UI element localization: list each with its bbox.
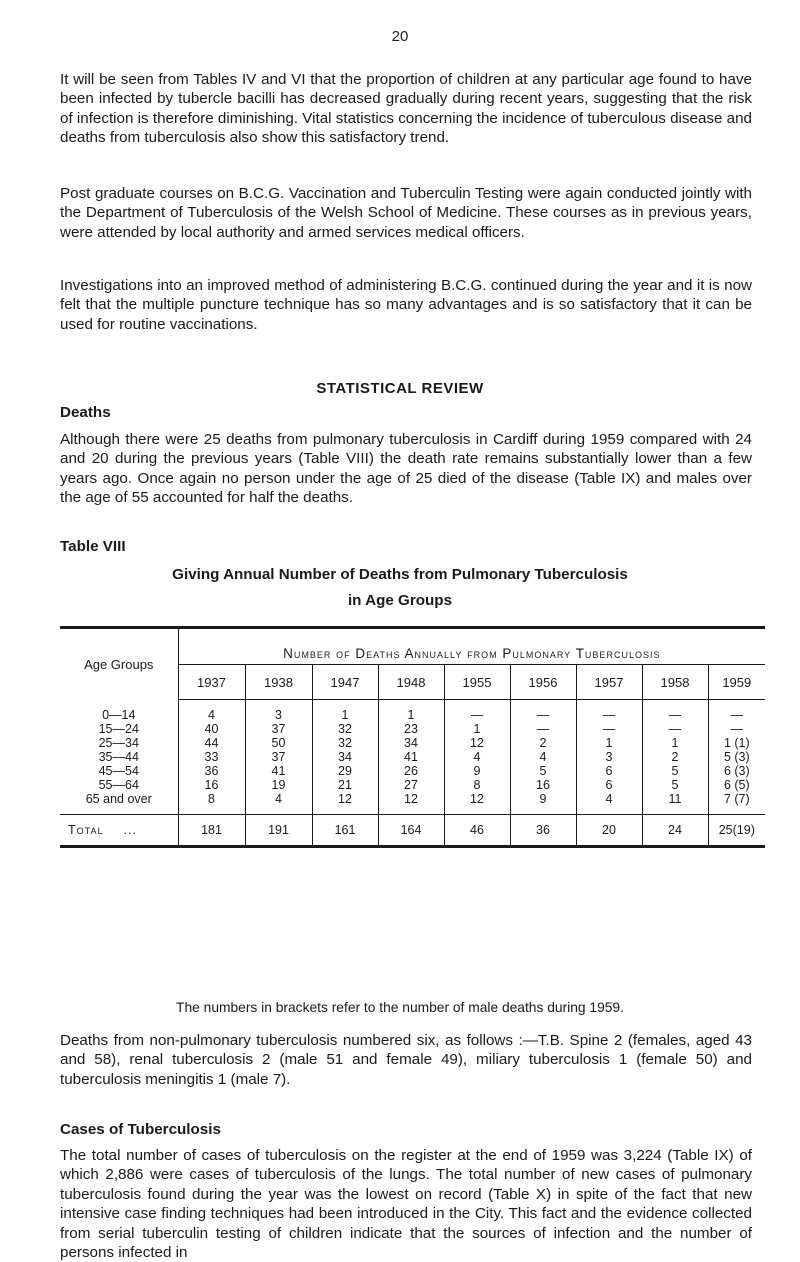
table-cell: 26 — [378, 764, 444, 778]
year-header: 1938 — [245, 665, 312, 700]
age-group-cell: 65 and over — [60, 792, 178, 815]
table-cell: 34 — [312, 750, 378, 764]
table-cell: 1 — [378, 700, 444, 723]
table-cell: 41 — [245, 764, 312, 778]
table-row — [60, 722, 765, 736]
table-cell: — — [730, 722, 744, 736]
table-cell: 11 — [642, 792, 708, 815]
table-cell: — — [576, 722, 642, 736]
table-cell: 6 — [576, 778, 642, 792]
table-cell: 40 — [178, 722, 245, 736]
statistical-review-heading: STATISTICAL REVIEW — [316, 380, 484, 397]
table-cell: 6 (3) — [723, 764, 750, 778]
age-group-cell: 15—24 — [60, 722, 178, 736]
age-group-cell: 35—44 — [60, 750, 178, 764]
table-cell: 50 — [245, 736, 312, 750]
year-header: 1956 — [510, 665, 576, 700]
table-cell: 12 — [444, 792, 510, 815]
table-cell: — — [444, 700, 510, 723]
table-cell: 33 — [178, 750, 245, 764]
table-cell: 6 (5) — [723, 778, 750, 792]
table-cell: 4 — [178, 700, 245, 723]
table-cell: 12 — [312, 792, 378, 815]
paragraph-deaths: Although there were 25 deaths from pulmonary tuberculosis in Cardiff during 1959 compared with 24 and 20 during the previous years (Table VIII) the death rate remains substantially lower than a few years ago. Once again no person under the age of 25 died of the disease (Table IX) and males over the age of 55 accounted for half the deaths. — [60, 431, 752, 507]
table-cell: 8 — [178, 792, 245, 815]
table-row — [60, 778, 765, 792]
table-cell: 1 — [312, 700, 378, 723]
total-dots: ... — [123, 823, 137, 837]
table-cell: 2 — [642, 750, 708, 764]
table-cell: 4 — [510, 750, 576, 764]
table-cell: 4 — [576, 792, 642, 815]
table-cell: — — [642, 722, 708, 736]
cases-heading: Cases of Tuberculosis — [60, 1121, 221, 1138]
year-header: 1959 — [708, 665, 765, 700]
page-number: 20 — [391, 28, 409, 45]
total-label: Total — [68, 823, 104, 837]
age-groups-header: Age Groups — [60, 629, 178, 700]
table-cell: — — [576, 700, 642, 723]
table-cell: — — [510, 700, 576, 723]
total-cell: 164 — [378, 815, 444, 846]
table-cell: 12 — [378, 792, 444, 815]
table-cell: 3 — [576, 750, 642, 764]
year-header: 1947 — [312, 665, 378, 700]
table-cell: 9 — [510, 792, 576, 815]
table-row — [60, 764, 765, 778]
table-cell: 9 — [444, 764, 510, 778]
table-row — [60, 736, 765, 750]
table-cell: 23 — [378, 722, 444, 736]
table-cell: — — [642, 700, 708, 723]
table-cell: 41 — [378, 750, 444, 764]
table-cell: 21 — [312, 778, 378, 792]
table-cell: — — [730, 708, 744, 722]
table-cell: 37 — [245, 722, 312, 736]
table-cell: 32 — [312, 736, 378, 750]
table-cell: 4 — [444, 750, 510, 764]
table-cell: 8 — [444, 778, 510, 792]
table-cell: 34 — [378, 736, 444, 750]
year-header: 1955 — [444, 665, 510, 700]
deaths-table — [60, 626, 765, 848]
deaths-heading: Deaths — [60, 404, 111, 421]
table-cell: 7 (7) — [723, 792, 750, 806]
table-row — [60, 700, 765, 723]
total-cell: 36 — [510, 815, 576, 846]
total-cell: 24 — [642, 815, 708, 846]
table-cell: 12 — [444, 736, 510, 750]
table-cell: 29 — [312, 764, 378, 778]
table-cell: 6 — [576, 764, 642, 778]
table-cell: 5 — [642, 778, 708, 792]
table-cell: 16 — [178, 778, 245, 792]
table-cell: 44 — [178, 736, 245, 750]
deaths-span-header: Number of Deaths Annually from Pulmonary Tuberculosis — [178, 629, 765, 665]
table-cell: 3 — [245, 700, 312, 723]
table-cell: 36 — [178, 764, 245, 778]
paragraph-bcg-infection: It will be seen from Tables IV and VI that the proportion of children at any particular age found to have been infected by tubercle bacilli has decreased gradually during recent years, suggesting that the risk of infection is therefore diminishing. Vital statistics concerning the incidence of tuberculous disease and deaths from tuberculosis also show this satisfactory trend. — [60, 71, 752, 147]
table-row — [60, 792, 765, 815]
year-header: 1958 — [642, 665, 708, 700]
total-cell: 46 — [444, 815, 510, 846]
table-cell: 2 — [510, 736, 576, 750]
table-row — [60, 750, 765, 764]
table-cell: — — [510, 722, 576, 736]
table-cell: 19 — [245, 778, 312, 792]
year-header: 1957 — [576, 665, 642, 700]
table-cell: 32 — [312, 722, 378, 736]
table-footnote: The numbers in brackets refer to the number of male deaths during 1959. — [176, 1000, 624, 1015]
table-cell: 5 — [510, 764, 576, 778]
total-cell: 25(19) — [708, 815, 765, 846]
table-cell: 1 — [576, 736, 642, 750]
total-label-cell — [60, 815, 178, 846]
paragraph-investigations: Investigations into an improved method of administering B.C.G. continued during the year and it is now felt that the multiple puncture technique has so many advantages and is so satisfactory that it can be used for routine vaccinations. — [60, 277, 752, 333]
deaths-table-grid — [60, 629, 765, 845]
table-cell: 5 — [642, 764, 708, 778]
total-cell: 181 — [178, 815, 245, 846]
table-cell: 1 — [642, 736, 708, 750]
age-group-cell: 25—34 — [60, 736, 178, 750]
total-cell: 161 — [312, 815, 378, 846]
table-cell: 27 — [378, 778, 444, 792]
paragraph-cases: The total number of cases of tuberculosis on the register at the end of 1959 was 3,224 (Table IX) of which 2,886 were cases of tuberculosis of the lungs. The total number of new cases of pulmonary tuberculosis found during the year was the lowest on record (Table X) in spite of the fact that new intensive case finding techniques had been introduced in the City. This fact and the evidence collected from serial tuberculin testing of children indicate that the sources of infection and the number of persons infected in — [60, 1147, 752, 1262]
table-cell: 1 — [444, 722, 510, 736]
paragraph-postgraduate-courses: Post graduate courses on B.C.G. Vaccination and Tuberculin Testing were again conducted jointly with the Department of Tuberculosis of the Welsh School of Medicine. These courses as in previous years, were attended by local authority and armed services medical officers. — [60, 185, 752, 241]
year-header: 1948 — [378, 665, 444, 700]
total-cell: 191 — [245, 815, 312, 846]
table-cell: 37 — [245, 750, 312, 764]
paragraph-non-pulmonary: Deaths from non-pulmonary tuberculosis numbered six, as follows :—T.B. Spine 2 (females, aged 43 and 58), renal tuberculosis 2 (male 51 and female 49), miliary tuberculosis 1 (female 50) and tuberculosis meningitis 1 (male 7). — [60, 1032, 752, 1088]
year-header: 1937 — [178, 665, 245, 700]
age-group-cell: 45—54 — [60, 764, 178, 778]
table-cell: 1 (1) — [723, 736, 750, 750]
table-cell: 5 (3) — [723, 750, 750, 764]
table-cell: 4 — [245, 792, 312, 815]
age-group-cell: 55—64 — [60, 778, 178, 792]
age-group-cell: 0—14 — [60, 700, 178, 723]
table-cell: 16 — [510, 778, 576, 792]
table-label: Table VIII — [60, 538, 126, 555]
table-caption-line2: in Age Groups — [347, 592, 453, 609]
total-row — [60, 815, 765, 846]
table-caption-line1: Giving Annual Number of Deaths from Pulmonary Tuberculosis — [172, 566, 628, 583]
total-cell: 20 — [576, 815, 642, 846]
